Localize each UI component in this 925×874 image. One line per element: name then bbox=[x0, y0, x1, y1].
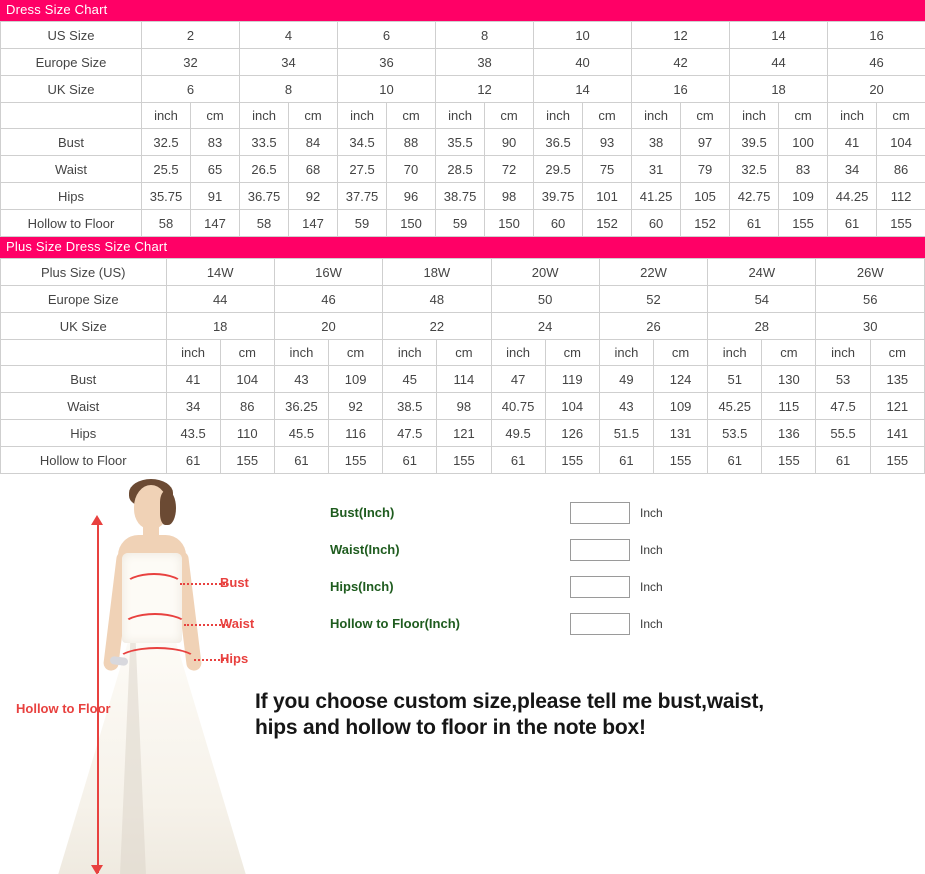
unit-cell: inch bbox=[534, 103, 583, 129]
dress-illustration bbox=[0, 474, 300, 874]
unit-cell: inch bbox=[142, 103, 191, 129]
cell: 20 bbox=[828, 76, 925, 103]
custom-measurement-form bbox=[330, 494, 750, 642]
unit-cell: cm bbox=[653, 340, 707, 366]
row-label: Europe Size bbox=[1, 49, 142, 76]
cell: 38.5 bbox=[383, 393, 437, 420]
cell: 116 bbox=[329, 420, 383, 447]
cell: 47.5 bbox=[383, 420, 437, 447]
cell: 92 bbox=[329, 393, 383, 420]
cell: 59 bbox=[338, 210, 387, 237]
cell: 14W bbox=[166, 259, 274, 286]
cell: 28.5 bbox=[436, 156, 485, 183]
unit-cell: cm bbox=[191, 103, 240, 129]
cell: 104 bbox=[220, 366, 274, 393]
cell: 88 bbox=[387, 129, 436, 156]
row-label: Bust bbox=[1, 366, 167, 393]
bust-label: Bust bbox=[220, 575, 249, 590]
cell: 38 bbox=[632, 129, 681, 156]
table-row-units bbox=[1, 340, 925, 366]
cell: 100 bbox=[779, 129, 828, 156]
row-label: US Size bbox=[1, 22, 142, 49]
cell: 109 bbox=[329, 366, 383, 393]
table-row bbox=[1, 22, 925, 49]
cell: 42.75 bbox=[730, 183, 779, 210]
cell: 150 bbox=[485, 210, 534, 237]
cell: 155 bbox=[877, 210, 925, 237]
cell: 136 bbox=[762, 420, 816, 447]
cell: 52 bbox=[599, 286, 707, 313]
cell: 22 bbox=[383, 313, 491, 340]
cell: 6 bbox=[142, 76, 240, 103]
dress-figure bbox=[30, 479, 260, 874]
hips-field-label: Hips(Inch) bbox=[330, 579, 570, 594]
cell: 22W bbox=[599, 259, 707, 286]
cell: 86 bbox=[220, 393, 274, 420]
cell: 36.75 bbox=[240, 183, 289, 210]
cell: 14 bbox=[730, 22, 828, 49]
cell: 16 bbox=[632, 76, 730, 103]
cell: 2 bbox=[142, 22, 240, 49]
cell: 83 bbox=[779, 156, 828, 183]
cell: 16 bbox=[828, 22, 925, 49]
cell: 97 bbox=[681, 129, 730, 156]
cell: 112 bbox=[877, 183, 925, 210]
cell: 61 bbox=[708, 447, 762, 474]
cell: 36.5 bbox=[534, 129, 583, 156]
cell: 59 bbox=[436, 210, 485, 237]
cell: 110 bbox=[220, 420, 274, 447]
hollow-to-floor-unit-label: Inch bbox=[640, 617, 663, 631]
cell: 114 bbox=[437, 366, 491, 393]
waist-input[interactable] bbox=[570, 539, 630, 561]
cell: 65 bbox=[191, 156, 240, 183]
cell: 45 bbox=[383, 366, 437, 393]
cell: 84 bbox=[289, 129, 338, 156]
cell: 14 bbox=[534, 76, 632, 103]
cell: 8 bbox=[436, 22, 534, 49]
cell: 61 bbox=[166, 447, 220, 474]
cell: 130 bbox=[762, 366, 816, 393]
cell: 55.5 bbox=[816, 420, 870, 447]
cell: 32 bbox=[142, 49, 240, 76]
cell: 83 bbox=[191, 129, 240, 156]
cell: 155 bbox=[653, 447, 707, 474]
cell: 70 bbox=[387, 156, 436, 183]
cell: 41 bbox=[828, 129, 877, 156]
custom-size-notice bbox=[255, 689, 895, 741]
cell: 72 bbox=[485, 156, 534, 183]
cell: 61 bbox=[828, 210, 877, 237]
cell: 46 bbox=[828, 49, 925, 76]
unit-cell: inch bbox=[708, 340, 762, 366]
hips-input[interactable] bbox=[570, 576, 630, 598]
form-row-hollow-to-floor bbox=[330, 605, 750, 642]
cell: 44 bbox=[166, 286, 274, 313]
cell: 61 bbox=[383, 447, 437, 474]
cell: 35.75 bbox=[142, 183, 191, 210]
hollow-to-floor-label: Hollow to Floor bbox=[16, 701, 111, 716]
cell: 75 bbox=[583, 156, 632, 183]
cell: 51 bbox=[708, 366, 762, 393]
cell: 155 bbox=[437, 447, 491, 474]
unit-cell: cm bbox=[437, 340, 491, 366]
unit-cell: inch bbox=[816, 340, 870, 366]
unit-cell: cm bbox=[545, 340, 599, 366]
table-row bbox=[1, 420, 925, 447]
cell: 104 bbox=[545, 393, 599, 420]
cell: 93 bbox=[583, 129, 632, 156]
row-label: UK Size bbox=[1, 76, 142, 103]
unit-cell: inch bbox=[599, 340, 653, 366]
cell: 155 bbox=[762, 447, 816, 474]
cell: 79 bbox=[681, 156, 730, 183]
bust-input[interactable] bbox=[570, 502, 630, 524]
unit-cell: cm bbox=[779, 103, 828, 129]
waist-field-label: Waist(Inch) bbox=[330, 542, 570, 557]
unit-cell: cm bbox=[387, 103, 436, 129]
cell: 34 bbox=[240, 49, 338, 76]
cell: 45.25 bbox=[708, 393, 762, 420]
cell: 12 bbox=[632, 22, 730, 49]
cell: 30 bbox=[816, 313, 925, 340]
form-row-waist bbox=[330, 531, 750, 568]
cell: 16W bbox=[274, 259, 382, 286]
cell: 28 bbox=[708, 313, 816, 340]
cell: 61 bbox=[816, 447, 870, 474]
row-label: Hips bbox=[1, 183, 142, 210]
table-row bbox=[1, 259, 925, 286]
cell: 10 bbox=[338, 76, 436, 103]
unit-cell: cm bbox=[870, 340, 924, 366]
row-label-empty bbox=[1, 103, 142, 129]
cell: 147 bbox=[289, 210, 338, 237]
cell: 36.25 bbox=[274, 393, 328, 420]
cell: 53.5 bbox=[708, 420, 762, 447]
unit-cell: cm bbox=[681, 103, 730, 129]
unit-cell: inch bbox=[166, 340, 220, 366]
cell: 98 bbox=[485, 183, 534, 210]
cell: 36 bbox=[338, 49, 436, 76]
table-row bbox=[1, 129, 925, 156]
cell: 141 bbox=[870, 420, 924, 447]
cell: 58 bbox=[240, 210, 289, 237]
form-row-bust bbox=[330, 494, 750, 531]
plus-size-table bbox=[0, 258, 925, 474]
cell: 61 bbox=[599, 447, 653, 474]
cell: 26W bbox=[816, 259, 925, 286]
cell: 12 bbox=[436, 76, 534, 103]
unit-cell: cm bbox=[289, 103, 338, 129]
cell: 68 bbox=[289, 156, 338, 183]
cell: 39.75 bbox=[534, 183, 583, 210]
hollow-to-floor-axis bbox=[97, 521, 99, 873]
cell: 121 bbox=[870, 393, 924, 420]
waist-unit-label: Inch bbox=[640, 543, 663, 557]
cell: 38 bbox=[436, 49, 534, 76]
unit-cell: cm bbox=[220, 340, 274, 366]
cell: 35.5 bbox=[436, 129, 485, 156]
cell: 44 bbox=[730, 49, 828, 76]
cell: 54 bbox=[708, 286, 816, 313]
standard-chart-header: Dress Size Chart bbox=[0, 0, 925, 21]
row-label: Hollow to Floor bbox=[1, 447, 167, 474]
hair-side-shape bbox=[160, 491, 176, 525]
cell: 90 bbox=[485, 129, 534, 156]
cell: 41.25 bbox=[632, 183, 681, 210]
table-row bbox=[1, 286, 925, 313]
unit-cell: inch bbox=[491, 340, 545, 366]
table-row-units bbox=[1, 103, 925, 129]
cell: 32.5 bbox=[730, 156, 779, 183]
cell: 45.5 bbox=[274, 420, 328, 447]
row-label: Bust bbox=[1, 129, 142, 156]
cell: 34.5 bbox=[338, 129, 387, 156]
unit-cell: cm bbox=[329, 340, 383, 366]
cell: 20 bbox=[274, 313, 382, 340]
cell: 92 bbox=[289, 183, 338, 210]
cell: 47 bbox=[491, 366, 545, 393]
cell: 34 bbox=[828, 156, 877, 183]
cell: 147 bbox=[191, 210, 240, 237]
cell: 24W bbox=[708, 259, 816, 286]
hollow-to-floor-input[interactable] bbox=[570, 613, 630, 635]
cell: 155 bbox=[779, 210, 828, 237]
bust-field-label: Bust(Inch) bbox=[330, 505, 570, 520]
table-row bbox=[1, 447, 925, 474]
hips-measure-arc bbox=[116, 647, 198, 675]
row-label: Hollow to Floor bbox=[1, 210, 142, 237]
bust-measure-arc bbox=[124, 573, 184, 599]
cell: 124 bbox=[653, 366, 707, 393]
measurement-guide-panel bbox=[0, 474, 925, 874]
cell: 18W bbox=[383, 259, 491, 286]
cell: 56 bbox=[816, 286, 925, 313]
row-label: Waist bbox=[1, 393, 167, 420]
row-label: Waist bbox=[1, 156, 142, 183]
cell: 49.5 bbox=[491, 420, 545, 447]
cell: 50 bbox=[491, 286, 599, 313]
cell: 47.5 bbox=[816, 393, 870, 420]
unit-cell: inch bbox=[828, 103, 877, 129]
cell: 109 bbox=[779, 183, 828, 210]
cell: 152 bbox=[681, 210, 730, 237]
cell: 42 bbox=[632, 49, 730, 76]
unit-cell: cm bbox=[485, 103, 534, 129]
notice-line-1: If you choose custom size,please tell me bust,waist, bbox=[255, 689, 895, 715]
row-label: Plus Size (US) bbox=[1, 259, 167, 286]
cell: 24 bbox=[491, 313, 599, 340]
form-row-hips bbox=[330, 568, 750, 605]
cell: 38.75 bbox=[436, 183, 485, 210]
cell: 43.5 bbox=[166, 420, 220, 447]
cell: 26.5 bbox=[240, 156, 289, 183]
cell: 18 bbox=[730, 76, 828, 103]
cell: 40.75 bbox=[491, 393, 545, 420]
notice-line-2: hips and hollow to floor in the note box! bbox=[255, 715, 895, 741]
table-row bbox=[1, 156, 925, 183]
cell: 37.75 bbox=[338, 183, 387, 210]
cell: 131 bbox=[653, 420, 707, 447]
cell: 152 bbox=[583, 210, 632, 237]
cell: 33.5 bbox=[240, 129, 289, 156]
row-label: Europe Size bbox=[1, 286, 167, 313]
cell: 126 bbox=[545, 420, 599, 447]
row-label-empty bbox=[1, 340, 167, 366]
table-row bbox=[1, 183, 925, 210]
cell: 46 bbox=[274, 286, 382, 313]
table-row bbox=[1, 49, 925, 76]
cell: 40 bbox=[534, 49, 632, 76]
table-row bbox=[1, 366, 925, 393]
cell: 4 bbox=[240, 22, 338, 49]
cell: 51.5 bbox=[599, 420, 653, 447]
waist-label: Waist bbox=[220, 616, 254, 631]
cell: 155 bbox=[545, 447, 599, 474]
cell: 101 bbox=[583, 183, 632, 210]
unit-cell: cm bbox=[583, 103, 632, 129]
cell: 115 bbox=[762, 393, 816, 420]
cell: 104 bbox=[877, 129, 925, 156]
cell: 26 bbox=[599, 313, 707, 340]
cell: 44.25 bbox=[828, 183, 877, 210]
unit-cell: inch bbox=[632, 103, 681, 129]
cell: 32.5 bbox=[142, 129, 191, 156]
hips-unit-label: Inch bbox=[640, 580, 663, 594]
cell: 34 bbox=[166, 393, 220, 420]
unit-cell: inch bbox=[730, 103, 779, 129]
unit-cell: cm bbox=[762, 340, 816, 366]
cell: 61 bbox=[491, 447, 545, 474]
cell: 60 bbox=[632, 210, 681, 237]
cell: 6 bbox=[338, 22, 436, 49]
table-row bbox=[1, 393, 925, 420]
cell: 86 bbox=[877, 156, 925, 183]
cell: 41 bbox=[166, 366, 220, 393]
cell: 61 bbox=[730, 210, 779, 237]
cell: 10 bbox=[534, 22, 632, 49]
unit-cell: inch bbox=[436, 103, 485, 129]
waist-measure-arc bbox=[122, 613, 188, 639]
cell: 155 bbox=[220, 447, 274, 474]
cell: 53 bbox=[816, 366, 870, 393]
unit-cell: cm bbox=[877, 103, 925, 129]
table-row bbox=[1, 76, 925, 103]
standard-size-table bbox=[0, 21, 925, 237]
unit-cell: inch bbox=[383, 340, 437, 366]
cell: 49 bbox=[599, 366, 653, 393]
cell: 18 bbox=[166, 313, 274, 340]
table-row bbox=[1, 210, 925, 237]
cell: 20W bbox=[491, 259, 599, 286]
cell: 39.5 bbox=[730, 129, 779, 156]
cell: 48 bbox=[383, 286, 491, 313]
hollow-to-floor-arrow-down-icon bbox=[91, 865, 103, 874]
cell: 43 bbox=[274, 366, 328, 393]
cell: 61 bbox=[274, 447, 328, 474]
unit-cell: inch bbox=[338, 103, 387, 129]
table-row bbox=[1, 313, 925, 340]
cell: 150 bbox=[387, 210, 436, 237]
cell: 27.5 bbox=[338, 156, 387, 183]
hips-label: Hips bbox=[220, 651, 248, 666]
cell: 60 bbox=[534, 210, 583, 237]
cell: 91 bbox=[191, 183, 240, 210]
unit-cell: inch bbox=[240, 103, 289, 129]
cell: 8 bbox=[240, 76, 338, 103]
cell: 25.5 bbox=[142, 156, 191, 183]
unit-cell: inch bbox=[274, 340, 328, 366]
cell: 155 bbox=[870, 447, 924, 474]
cell: 29.5 bbox=[534, 156, 583, 183]
cell: 31 bbox=[632, 156, 681, 183]
cell: 121 bbox=[437, 420, 491, 447]
hollow-to-floor-field-label: Hollow to Floor(Inch) bbox=[330, 616, 570, 631]
bust-unit-label: Inch bbox=[640, 506, 663, 520]
row-label: Hips bbox=[1, 420, 167, 447]
cell: 43 bbox=[599, 393, 653, 420]
plus-chart-header: Plus Size Dress Size Chart bbox=[0, 237, 925, 258]
row-label: UK Size bbox=[1, 313, 167, 340]
cell: 155 bbox=[329, 447, 383, 474]
cell: 119 bbox=[545, 366, 599, 393]
cell: 105 bbox=[681, 183, 730, 210]
cell: 96 bbox=[387, 183, 436, 210]
cell: 98 bbox=[437, 393, 491, 420]
cell: 58 bbox=[142, 210, 191, 237]
cell: 109 bbox=[653, 393, 707, 420]
cell: 135 bbox=[870, 366, 924, 393]
